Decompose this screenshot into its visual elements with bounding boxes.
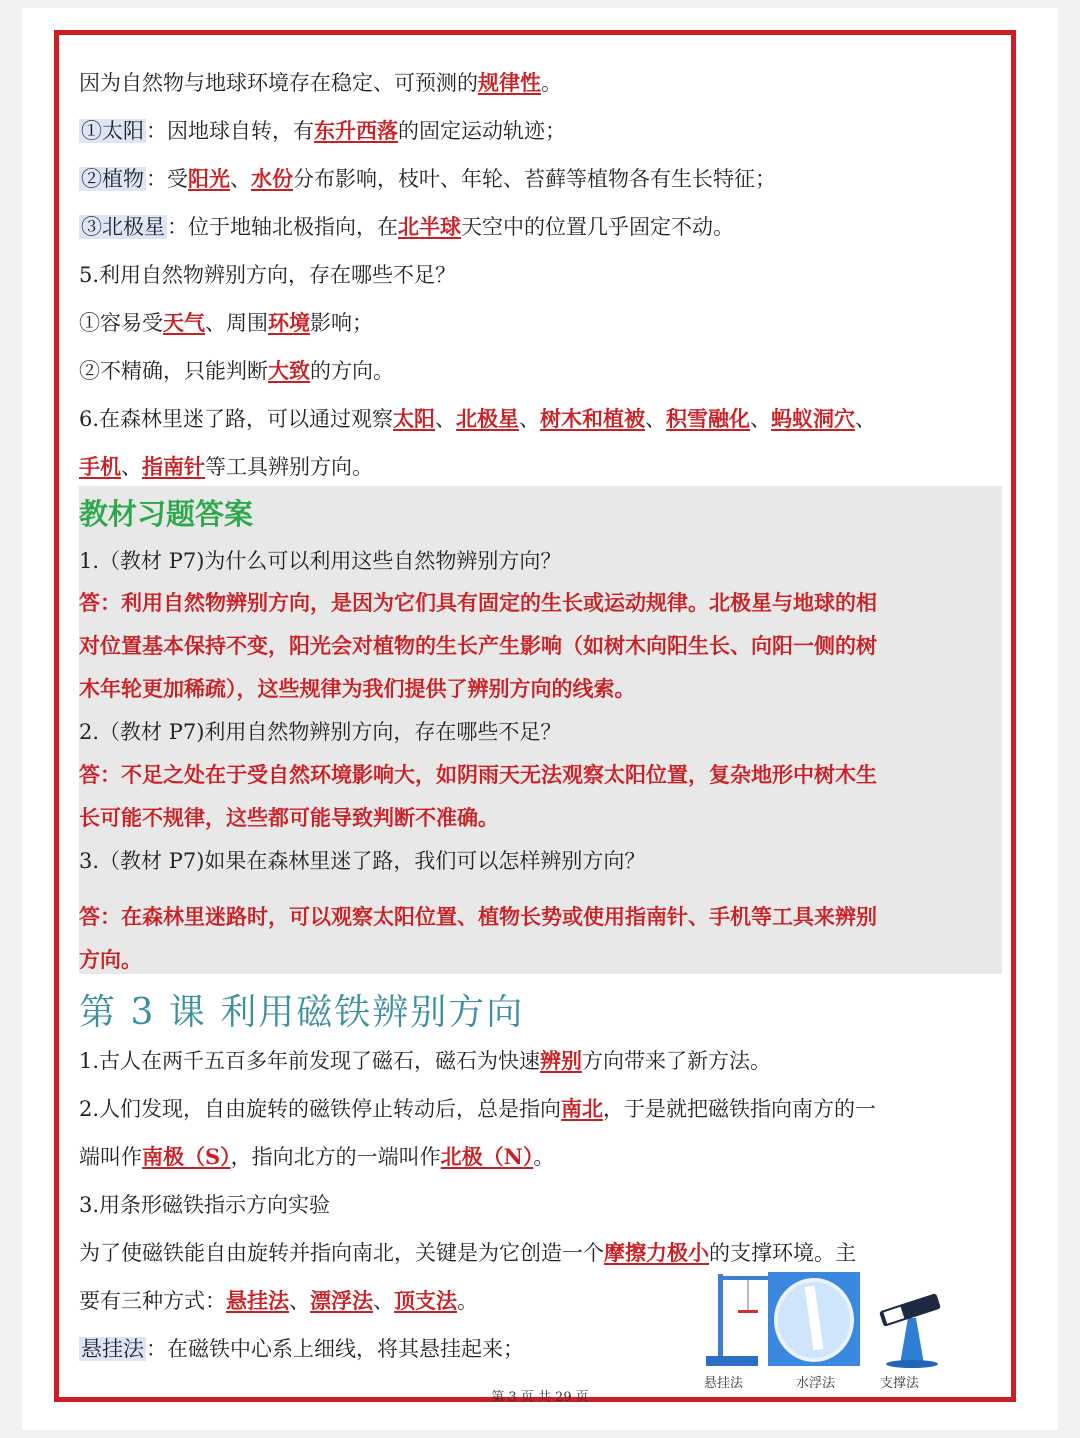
key-term: 指南针 — [142, 454, 205, 479]
text: 。 — [533, 1145, 555, 1169]
page-number: 第 3 页 共 29 页 — [491, 1390, 589, 1405]
answer-question-3: 3.（教材 P7)如果在森林里迷了路，我们可以怎样辨别方向？ — [79, 849, 646, 873]
label-suspension: 悬挂法 — [81, 1337, 144, 1361]
answer-2-line-2: 长可能不规律，这些都可能导致判断不准确。 — [79, 805, 499, 830]
figure-caption: 支撑法 — [880, 1376, 920, 1391]
key-term: 手机 — [79, 454, 121, 479]
lesson-p1 — [79, 1046, 1000, 1076]
text: 的固定运动轨迹； — [398, 119, 566, 143]
text: ：在磁铁中心系上细线，将其悬挂起来； — [146, 1337, 524, 1361]
key-term: 阳光 — [188, 166, 230, 191]
pivot-support-figure — [870, 1272, 950, 1368]
answers-title: 教材习题答案 — [79, 497, 254, 531]
key-term: 东升西落 — [314, 118, 398, 143]
text: ①容易受 — [79, 311, 163, 335]
text: 端叫作 — [79, 1145, 142, 1169]
text: 为了使磁铁能自由旋转并指向南北，关键是为它创造一个 — [79, 1241, 604, 1265]
text: 6.在森林里迷了路，可以通过观察 — [79, 407, 394, 431]
text: 2.人们发现，自由旋转的磁铁停止转动后，总是指向 — [79, 1097, 562, 1121]
text: ：位于地轴北极指向，在 — [167, 215, 398, 239]
label-sun: ①太阳 — [81, 119, 144, 143]
answer-1-line-2: 对位置基本保持不变，阳光会对植物的生长产生影响（如树木向阳生长、向阳一侧的树 — [79, 633, 877, 658]
key-term: 悬挂法 — [226, 1288, 289, 1313]
text: 、 — [855, 407, 877, 431]
key-term: 蚂蚁洞穴 — [771, 406, 856, 431]
text: 因为自然物与地球环境存在稳定、可预测的 — [79, 71, 478, 95]
key-term: 树木和植被 — [540, 406, 646, 431]
key-term: 辨别 — [540, 1048, 583, 1073]
text: 、 — [121, 455, 142, 479]
key-term: 大致 — [268, 358, 310, 383]
text: 影响； — [310, 311, 373, 335]
answer-1-line-3: 木年轮更加稀疏），这些规律为我们提供了辨别方向的线索。 — [79, 676, 636, 701]
lesson-p2 — [79, 1094, 1000, 1124]
q5-answer-1 — [79, 308, 1000, 338]
q5-title: 5.利用自然物辨别方向，存在哪些不足？ — [79, 263, 457, 287]
text: 、 — [750, 407, 772, 431]
q6-line-1 — [79, 404, 1000, 434]
key-term: 南北 — [561, 1096, 604, 1121]
lesson-title: 第 3 课 利用磁铁辨别方向 — [79, 992, 525, 1033]
text: 、 — [645, 407, 667, 431]
text: 方向带来了新方法。 — [582, 1049, 772, 1073]
q5-answer-2 — [79, 356, 1000, 386]
answer-3-line-2: 方向。 — [79, 947, 142, 972]
text: 、周围 — [205, 311, 268, 335]
text: 天空中的位置几乎固定不动。 — [461, 215, 734, 239]
text: 、 — [519, 407, 541, 431]
text: 。 — [541, 71, 562, 95]
text: ，于是就把磁铁指向南方的一 — [603, 1097, 877, 1121]
text: ：因地球自转，有 — [146, 119, 314, 143]
q6-line-2 — [79, 452, 1000, 482]
text: 要有三种方式： — [79, 1289, 226, 1313]
text: ：受 — [146, 167, 188, 191]
lesson-p3: 3.用条形磁铁指示方向实验 — [79, 1193, 331, 1217]
answer-3-line-1: 答：在森林里迷路时，可以观察太阳位置、植物长势或使用指南针、手机等工具来辨别 — [79, 904, 877, 929]
text: 、 — [373, 1289, 394, 1313]
key-term: 水份 — [251, 166, 293, 191]
text: 、 — [230, 167, 251, 191]
text: 。 — [457, 1289, 478, 1313]
plant-line — [79, 164, 1000, 194]
sun-line — [79, 116, 1000, 146]
key-term: 北极（N） — [440, 1144, 534, 1169]
text: 、 — [435, 407, 457, 431]
star-line — [79, 212, 1000, 242]
method-figures — [700, 1270, 958, 1390]
text: 1.古人在两千五百多年前发现了磁石，磁石为快速 — [79, 1049, 541, 1073]
text: ，指向北方的一端叫作 — [230, 1145, 441, 1169]
key-term: 顶支法 — [394, 1288, 457, 1313]
text: 等工具辨别方向。 — [205, 455, 373, 479]
label-plant: ②植物 — [81, 167, 144, 191]
floating-dish-figure — [768, 1272, 860, 1368]
lesson-p4 — [79, 1238, 1000, 1268]
figure-caption: 悬挂法 — [704, 1376, 744, 1391]
text: 、 — [289, 1289, 310, 1313]
text: ②不精确，只能判断 — [79, 359, 268, 383]
key-term: 北极星 — [456, 406, 520, 431]
figure-caption: 水浮法 — [796, 1376, 836, 1391]
key-term: 摩擦力极小 — [604, 1240, 709, 1265]
key-term: 太阳 — [393, 406, 436, 431]
key-term: 南极（S） — [142, 1144, 231, 1169]
key-term: 环境 — [268, 310, 310, 335]
text: 的方向。 — [310, 359, 394, 383]
answer-1-line-1: 答：利用自然物辨别方向，是因为它们具有固定的生长或运动规律。北极星与地球的相 — [79, 590, 877, 615]
intro-line — [79, 68, 1000, 98]
key-term: 规律性 — [478, 70, 541, 95]
answer-2-line-1: 答：不足之处在于受自然环境影响大，如阴雨天无法观察太阳位置，复杂地形中树木生 — [79, 762, 877, 787]
key-term: 积雪融化 — [666, 406, 751, 431]
label-star: ③北极星 — [81, 215, 165, 239]
key-term: 北半球 — [398, 214, 461, 239]
key-term: 天气 — [163, 310, 205, 335]
text: 分布影响，枝叶、年轮、苔藓等植物各有生长特征； — [293, 167, 776, 191]
text: 的支撑环境。主 — [709, 1241, 856, 1265]
answer-question-1: 1.（教材 P7)为什么可以利用这些自然物辨别方向？ — [79, 549, 562, 573]
lesson-p2b — [79, 1142, 1000, 1172]
answer-question-2: 2.（教材 P7)利用自然物辨别方向，存在哪些不足？ — [79, 720, 562, 744]
key-term: 漂浮法 — [310, 1288, 373, 1313]
